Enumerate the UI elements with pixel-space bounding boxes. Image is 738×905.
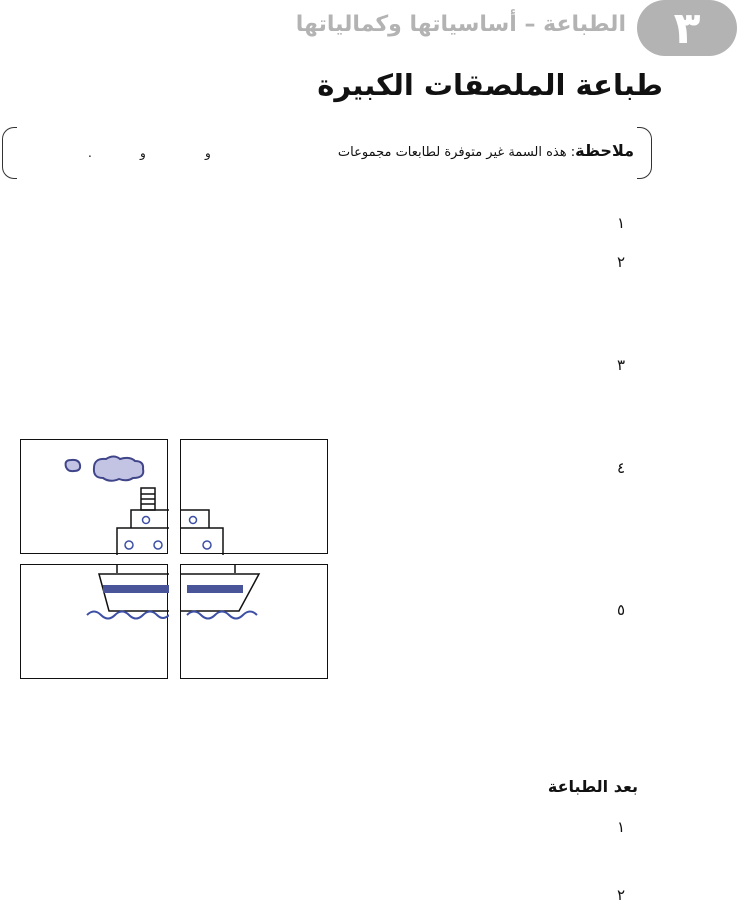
step-number-1: ١ — [616, 214, 626, 232]
hull-stripe — [103, 585, 169, 593]
hull-stripe — [187, 585, 243, 593]
step-number-5: ٥ — [616, 601, 626, 619]
porthole — [143, 517, 150, 524]
poster-tile-bottom-left — [20, 564, 168, 679]
step-number-4: ٤ — [616, 459, 626, 477]
note-right-brace — [637, 127, 652, 179]
smoke-large — [94, 457, 143, 481]
step-number-3: ٣ — [616, 356, 626, 374]
porthole — [154, 541, 162, 549]
ship-top-right-art — [181, 440, 329, 555]
note-box — [2, 127, 652, 179]
chapter-number-badge — [637, 0, 737, 56]
chapter-title: الطباعة – أساسياتها وكمالياتها — [295, 12, 626, 37]
porthole — [125, 541, 133, 549]
note-left-brace — [2, 127, 17, 179]
poster-tile-bottom-right — [180, 564, 328, 679]
ship-top-left-art — [21, 440, 169, 555]
chapter-number: ٣ — [673, 2, 701, 54]
smoke-small — [66, 460, 81, 471]
note-fragment: . — [88, 146, 92, 160]
poster-tile-top-right — [180, 439, 328, 554]
after-step-number-1: ١ — [616, 818, 626, 836]
step-number-2: ٢ — [616, 253, 626, 271]
note-text — [338, 141, 634, 160]
wave — [187, 612, 257, 619]
ship-bottom-left-art — [21, 565, 169, 680]
porthole — [203, 541, 211, 549]
ship-bottom-right-art — [181, 565, 329, 680]
upper-cabin — [181, 510, 209, 528]
note-body: : هذه السمة غير متوفرة لطابعات مجموعات — [337, 145, 576, 160]
after-printing-heading: بعد الطباعة — [547, 777, 638, 796]
porthole — [190, 517, 197, 524]
note-fragment: و — [205, 146, 211, 160]
note-fragment: و — [140, 146, 146, 160]
wave — [87, 612, 169, 619]
note-label: ملاحظة — [575, 141, 634, 160]
lower-cabin — [181, 528, 223, 555]
page-title: طباعة الملصقات الكبيرة — [317, 68, 663, 102]
after-step-number-2: ٢ — [616, 886, 626, 904]
poster-tile-top-left — [20, 439, 168, 554]
